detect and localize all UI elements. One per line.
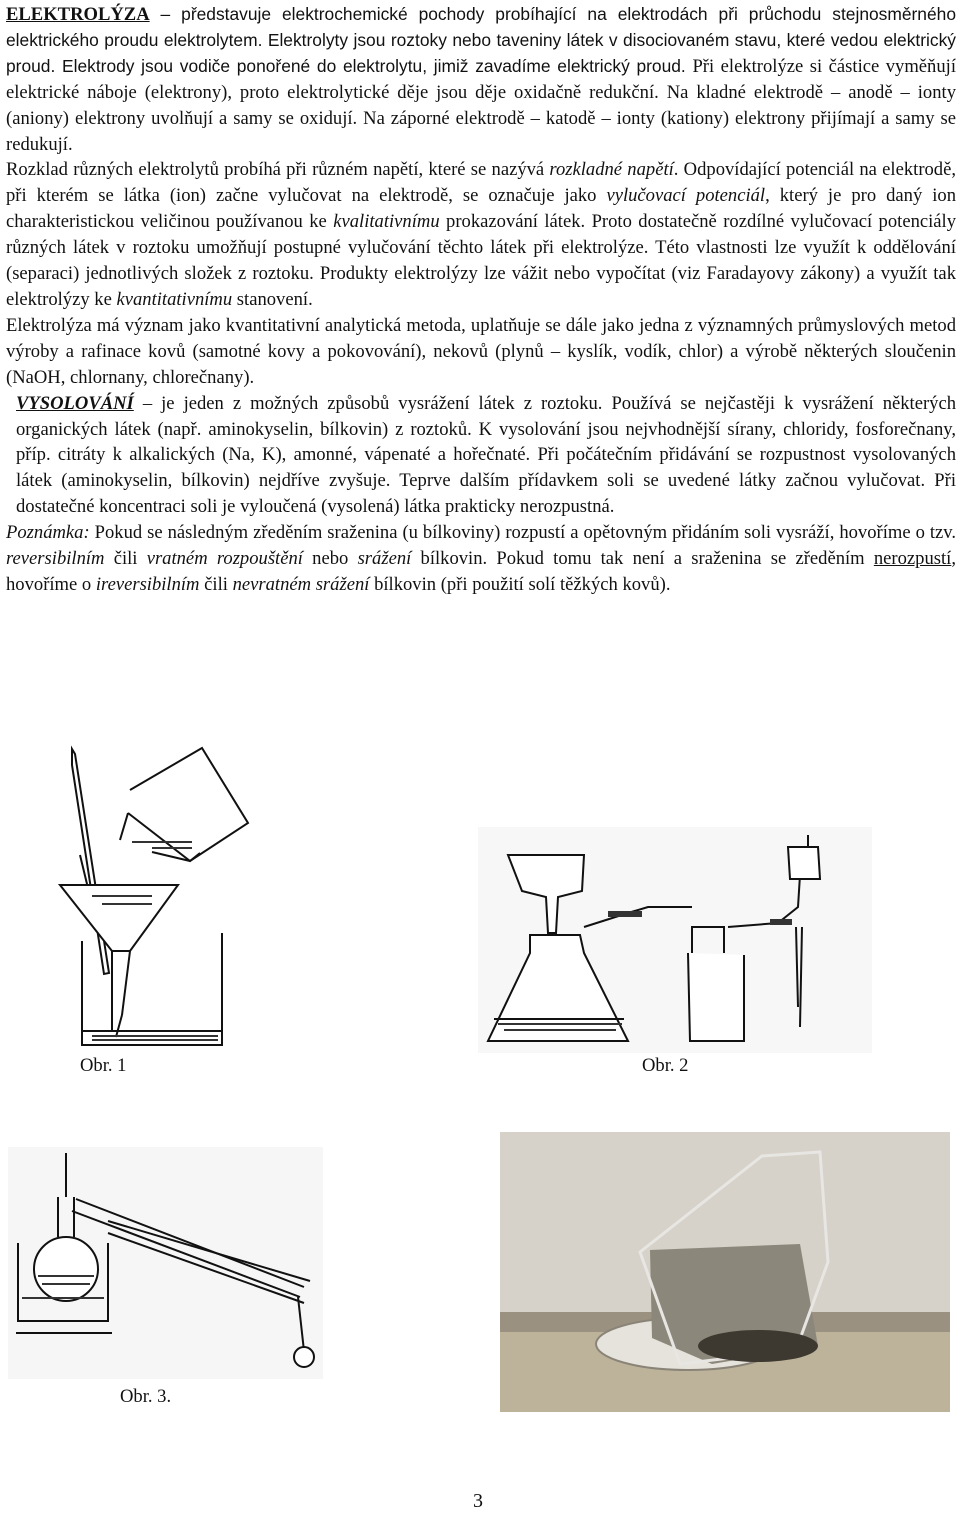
paragraph-elektrolyza: ELEKTROLÝZA – představuje elektrochemické pochody probíhající na elektrodách při průchodu stejnosměrného elektrického proudu elektrolytem. Elektrolyty jsou roztoky nebo taveniny látek v disociovaném stavu, které vedou elektrický proud. Elektrody jsou vodiče ponořené do elektrolytu, jimiž zavadíme elektrický proud. Při elektrolýze si částice vyměňují elektrické náboje (elektrony), proto elektrolytické děje jsou děje oxidačně redukční. Na kladné elektrodě – anodě – ionty (aniony) elektrony uvolňují a samy se oxidují. Na záporné elektrodě – katodě – ionty (kationy) elektrony přijímají a samy se redukují. — [6, 4, 956, 155]
receiving-flask — [294, 1347, 314, 1367]
paragraph-vyznam: Elektrolýza má význam jako kvantitativní analytická metoda, uplatňuje se dále jako jedna z významných průmyslových metod výroby a rafinace kovů (samotné kovy a pokovování), nekovů (plynů – kyslík, vodík, chlor) a výrobě některých sloučenin (NaOH, chlornany, chlorečnany). — [6, 314, 956, 388]
salting-out-photo — [500, 1132, 950, 1412]
term-elektrolyza: ELEKTROLÝZA — [6, 4, 150, 25]
distillation-flask — [34, 1237, 98, 1301]
aspirator — [796, 927, 802, 1027]
water-tap — [788, 847, 820, 879]
figure-2-suction-filtration — [478, 827, 872, 1053]
caption-fig-2: Obr. 2 — [642, 1055, 689, 1076]
paragraph-vysolovani: VYSOLOVÁNÍ – je jeden z možných způsobů vysrážení látek z roztoku. Používá se nejčastěji k vysrážení některých organických látek (např. aminokyselin, bílkovin) z roztoků. K vysolování jsou nejvhodnější sírany, chloridy, fosforečnany, příp. citráty k alkalických (Na, K), amonné, vápenaté a hořečnaté. Při počátečním přidávání se rozpustnost vysolovaných látek (aminokyselin, bílkovin) nejdříve zvyšuje. Teprve dalším přídavkem soli se uvedené látky začnou vylučovat. Při dostatečné koncentraci soli je vyloučená (vysolená) látka prakticky nerozpustná. — [16, 392, 956, 518]
suction-flask — [488, 935, 628, 1041]
figure-3-distillation — [8, 1147, 323, 1379]
photo-rendering — [500, 1132, 950, 1412]
figure-1-filtration — [12, 745, 250, 1055]
term-vysolovani: VYSOLOVÁNÍ — [16, 392, 134, 414]
precipitate — [698, 1330, 818, 1362]
funnel-stem — [112, 951, 130, 1037]
caption-fig-1: Obr. 1 — [80, 1055, 127, 1076]
funnel — [60, 885, 178, 951]
caption-fig-3: Obr. 3. — [120, 1386, 172, 1407]
distillation-illustration — [8, 1147, 323, 1379]
pouring-beaker — [128, 748, 248, 861]
filtration-illustration — [12, 745, 250, 1055]
adapter — [298, 1297, 304, 1351]
page-number: 3 — [473, 1490, 483, 1512]
paragraph-poznamka: Poznámka: Pokud se následným zředěním sraženina (u bílkoviny) rozpustí a opětovným přidáním soli vysráží, hovoříme o tzv. reversibilním čili vratném rozpouštění nebo srážení bílkovin. Pokud tomu tak není a sraženina se zředěním nerozpustí, hovoříme o ireversibilním čili nevratném srážení bílkovin (při použití solí těžkých kovů). — [6, 522, 956, 595]
safety-bottle — [688, 953, 744, 1041]
buchner-funnel — [508, 855, 584, 933]
suction-filtration-illustration — [478, 827, 872, 1053]
paragraph-rozklad: Rozklad různých elektrolytů probíhá při různém napětí, které se nazývá rozkladné napětí. Odpovídající potenciál na elektrodě, při kterém se látka (ion) začne vylučovat na elektrodě, se označuje jako vylučovací potenciál, který je pro daný ion charakteristickou veličinou používanou ke kvalitativnímu prokazování látek. Proto dostatečně rozdílné vylučovací potenciály různých látek v roztoku umožňují postupné vylučování těchto látek při elektrolýze. Této vlastnosti lze využít k oddělování (separaci) jednotlivých složek z roztoku. Produkty elektrolýzy lze vážit nebo vypočítat (viz Faradayovy zákony) a využít tak elektrolýzy ke kvantitativnímu stanovení. — [6, 159, 957, 310]
condenser — [72, 1199, 304, 1297]
note-label: Poznámka: — [6, 522, 90, 544]
body-text — [6, 2, 956, 598]
